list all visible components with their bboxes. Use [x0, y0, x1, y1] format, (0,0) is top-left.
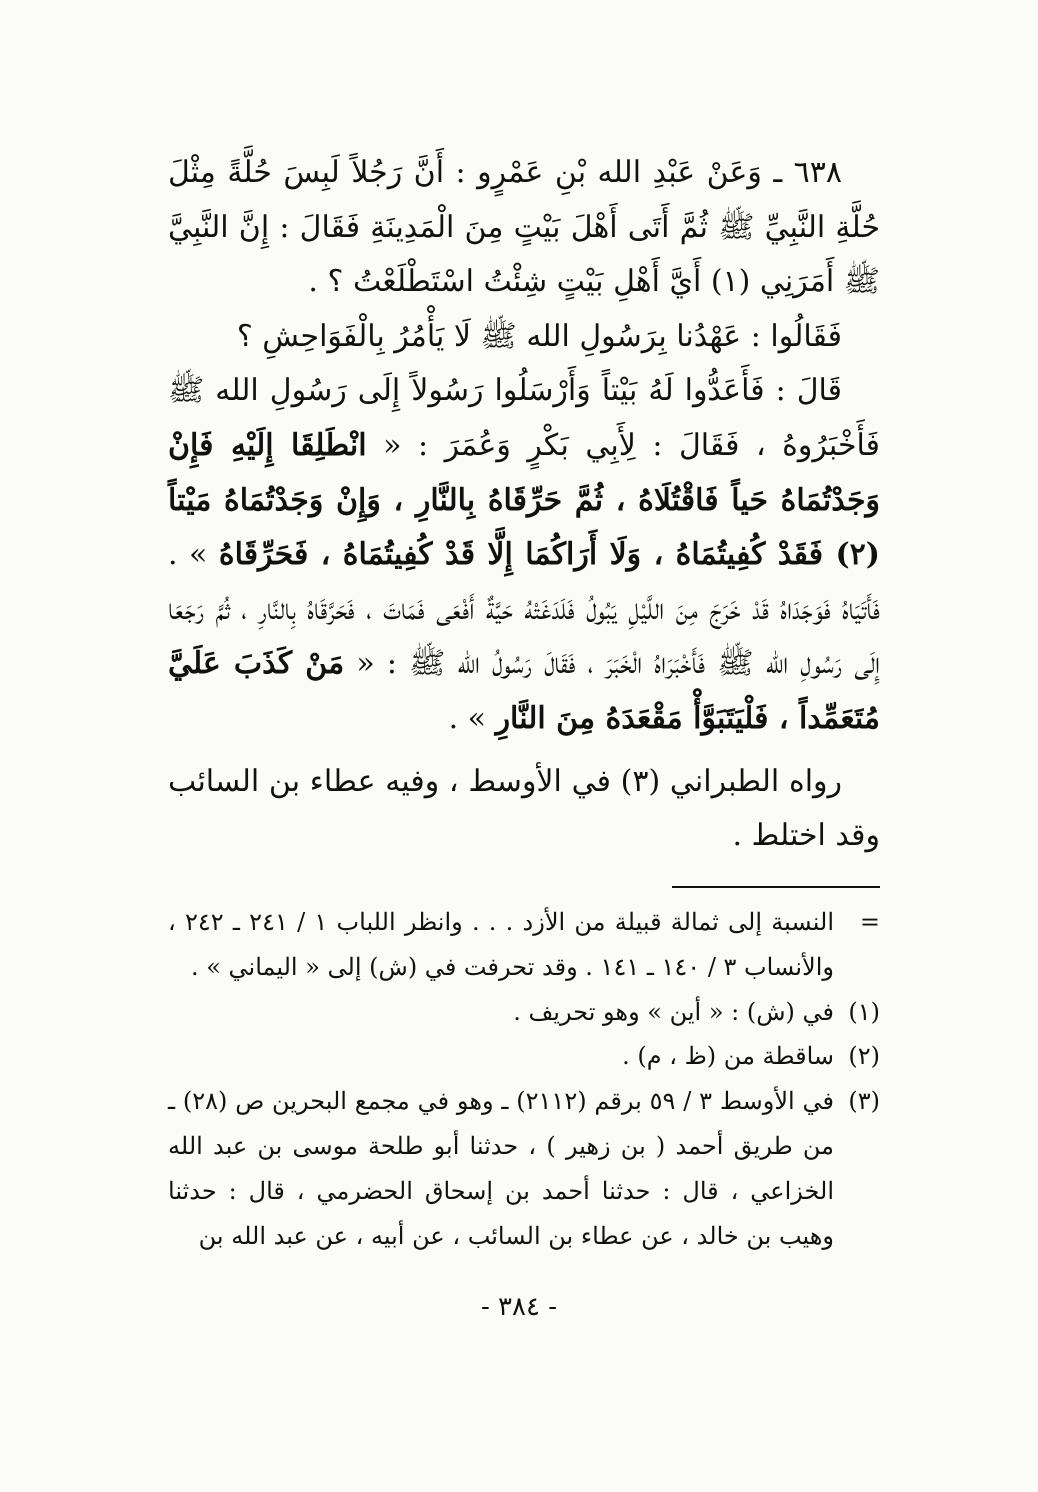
footnote-3 [168, 1079, 880, 1258]
footnotes-section [168, 900, 880, 1258]
page-number: - ٣٨٤ - [480, 1292, 558, 1322]
footnote-continued [168, 900, 880, 990]
footnote-text: النسبة إلى ثمالة قبيلة من الأزد . . . وانظر اللباب ١ / ٢٤١ ـ ٢٤٢ ، والأنساب ٣ / ١٤٠ ـ ١٤١ . وقد تحرفت في (ش) إلى « اليماني » . [168, 908, 835, 981]
footnote-separator [672, 886, 880, 888]
hadith-paragraph-3 [168, 364, 880, 746]
hadith-paragraph-1: ٦٣٨ ـ وَعَنْ عَبْدِ الله بْنِ عَمْرٍو : أَنَّ رَجُلاً لَبِسَ حُلَّةً مِثْلَ حُلَّةِ النَّبِيِّ ﷺ ثُمَّ أَتَى أَهْلَ بَيْتٍ مِنَ الْمَدِينَةِ فَقَالَ : إِنَّ النَّبِيَّ ﷺ أَمَرَنِي (١) أَيَّ أَهْلِ بَيْتٍ شِئْتُ اسْتَطْلَعْتُ ؟ . [168, 155, 880, 300]
footnote-2 [168, 1034, 880, 1079]
prophet-saying-bold: مَنْ كَذَبَ عَلَيَّ مُتَعَمِّداً ، فَلْيَتَبَوَّأْ مَقْعَدَهُ مِنَ النَّارِ [168, 646, 880, 736]
footnote-text: في الأوسط ٣ / ٥٩ برقم (٢١١٢) ـ وهو في مجمع البحرين ص (٢٨) ـ من طريق أحمد ( بن زهير ) ، حدثنا أبو طلحة موسى بن عبد الله الخزاعي ، قال : حدثنا أحمد بن إسحاق الحضرمي ، قال : حدثنا وهيب بن خالد ، عن عطاء بن السائب ، عن أبيه ، عن عبد الله بن [168, 1087, 835, 1250]
hadith-text [168, 146, 880, 864]
footnote-mark: (٣) [848, 1087, 880, 1116]
footnote-mark: (٢) [848, 1042, 880, 1071]
narration-text: » . [448, 700, 487, 736]
narration-text: » . فَأَتَيَاهُ فَوَجَدَاهُ قَدْ خَرَجَ مِنَ اللَّيْلِ يَبُولُ فَلَدَغَتْهُ حَيَّةٌ أَفْعَى فَمَاتَ ، فَحَرَّقَاهُ بِالنَّارِ ، ثُمَّ رَجَعَا إِلَى رَسُولِ الله ﷺ فَأَخْبَرَاهُ الْخَبَرَ ، فَقَالَ رَسُولُ الله ﷺ : « [168, 537, 880, 682]
source-note: رواه الطبراني (٣) في الأوسط ، وفيه عطاء بن السائب وقد اختلط . [168, 763, 880, 854]
footnote-mark: (١) [848, 997, 880, 1026]
footnote-text: في (ش) : « أين » وهو تحريف . [513, 997, 834, 1026]
prophet-saying-bold: انْطَلِقَا إِلَيْهِ فَإِنْ وَجَدْتُمَاهُ حَياً فَاقْتُلَاهُ ، ثُمَّ حَرِّقَاهُ بِالنَّارِ ، وَإِنْ وَجَدْتُمَاهُ مَيْتاً (٢) فَقَدْ كُفِيتُمَاهُ ، وَلَا أَرَاكُمَا إِلَّا قَدْ كُفِيتُمَاهُ ، فَحَرِّقَاهُ [168, 427, 880, 573]
footnote-1 [168, 990, 880, 1035]
narration-text: قَالَ : فَأَعَدُّوا لَهُ بَيْتاً وَأَرْسَلُوا رَسُولاً إِلَى رَسُولِ الله ﷺ فَأَخْبَرُوهُ ، فَقَالَ : لِأَبِي بَكْرٍ وَعُمَرَ : « [168, 373, 880, 463]
hadith-paragraph-2: فَقَالُوا : عَهْدُنا بِرَسُولِ الله ﷺ لَا يَأْمُرُ بِالْفَوَاحِشِ ؟ [236, 318, 842, 354]
footnote-mark: = [859, 908, 880, 936]
footnote-text: ساقطة من (ظ ، م) . [622, 1042, 834, 1071]
